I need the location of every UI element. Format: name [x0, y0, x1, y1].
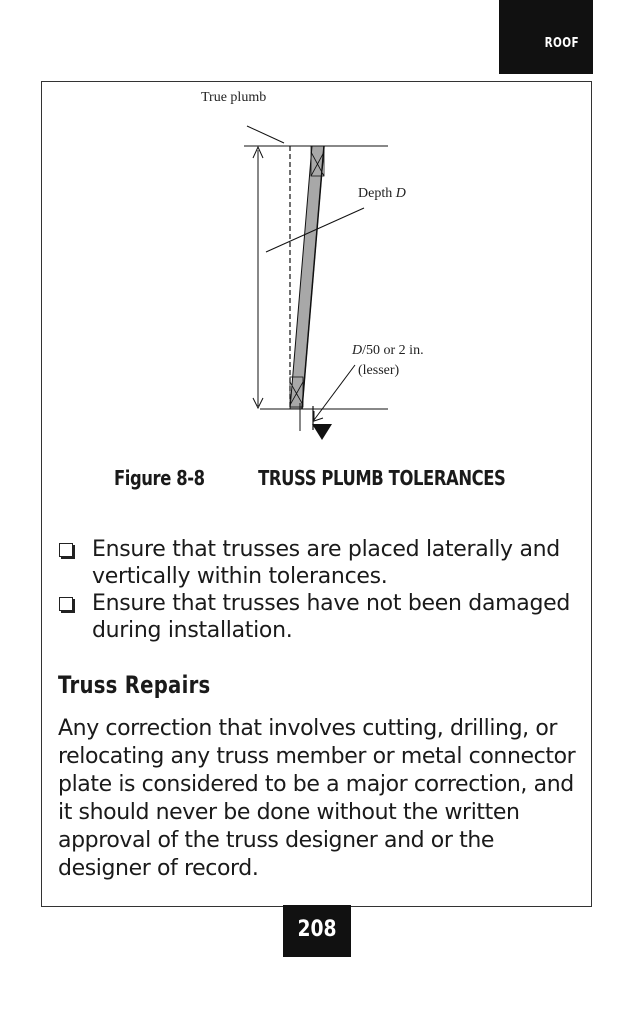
diagram-svg	[160, 88, 480, 458]
truss-member	[290, 146, 324, 409]
offset-leader-arrowhead	[314, 411, 323, 421]
figure-caption	[0, 466, 637, 490]
figure-title: TRUSS PLUMB TOLERANCES	[258, 466, 506, 490]
offset-variable: D	[352, 343, 363, 358]
checkbox-icon	[59, 597, 73, 611]
offset-label	[352, 343, 424, 359]
checklist-item	[57, 590, 577, 644]
true-plumb-leader	[247, 126, 284, 143]
checklist-item-text: Ensure that trusses are placed laterally and vertically within tolerances.	[92, 537, 560, 589]
offset-label-rest: /50 or 2 in.	[362, 343, 424, 358]
depth-variable: D	[395, 186, 406, 201]
checklist	[57, 536, 577, 644]
plumb-bob	[312, 424, 332, 440]
section-tab-label: ROOF	[544, 36, 579, 51]
checklist-item	[57, 536, 577, 590]
depth-label-prefix: Depth	[358, 186, 396, 201]
page-number-badge	[283, 905, 351, 957]
true-plumb-label: True plumb	[201, 90, 267, 105]
figure-number: Figure 8-8	[114, 466, 205, 490]
body-paragraph: Any correction that involves cutting, drilling, or relocating any truss member or metal connector plate is considered to be a major correction, and it should never be done without the written approval of the truss designer and or the designer of record.	[58, 716, 576, 881]
page-number: 208	[297, 917, 337, 942]
lesser-label: (lesser)	[358, 363, 400, 378]
section-heading: Truss Repairs	[58, 671, 211, 699]
checkbox-icon	[59, 543, 73, 557]
depth-label	[358, 186, 406, 202]
truss-plumb-diagram	[160, 88, 480, 458]
offset-leader	[314, 365, 355, 420]
section-tab	[499, 0, 593, 74]
checklist-item-text: Ensure that trusses have not been damaged during installation.	[92, 591, 571, 643]
